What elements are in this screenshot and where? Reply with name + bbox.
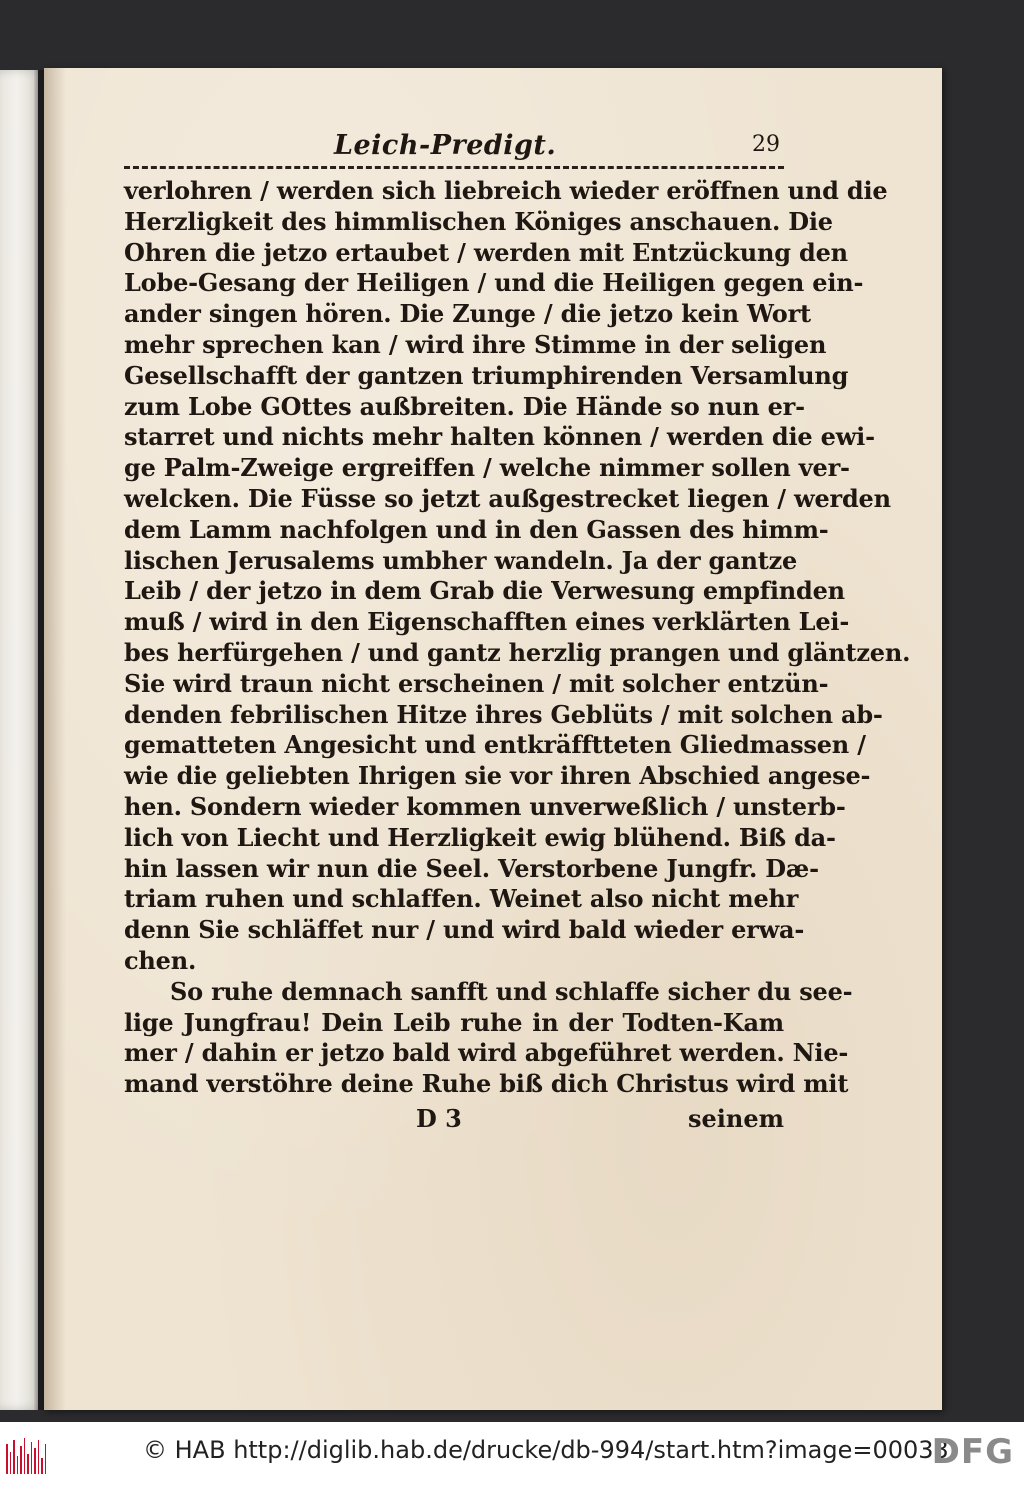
hab-logo-icon [6, 1436, 46, 1474]
text-line: Sie wird traun nicht erscheinen / mit solcher entzün- [124, 668, 829, 698]
logo-bar [34, 1448, 36, 1474]
scanned-page [44, 68, 942, 1410]
viewer-footer [0, 1422, 1024, 1490]
dfg-logo: DFG [931, 1432, 1014, 1472]
text-line: hin lassen wir nun die Seel. Verstorbene Jungfr. Dæ- [124, 853, 819, 883]
text-line: lich von Liecht und Herzligkeit ewig blühend. Biß da- [124, 822, 836, 852]
text-line: triam ruhen und schlaffen. Weinet also nicht mehr [124, 884, 799, 914]
logo-bar [17, 1456, 19, 1474]
text-line: gematteten Angesicht und entkräfftteten Gliedmassen / [124, 730, 866, 760]
logo-bar [31, 1442, 33, 1474]
text-line: hen. Sondern wieder kommen unverweßlich / unsterb- [124, 791, 846, 821]
text-line: denden febrilischen Hitze ihres Geblüts / mit solchen ab- [124, 699, 883, 729]
logo-bar [20, 1446, 22, 1474]
logo-bar [10, 1452, 12, 1474]
text-line: denn Sie schläffet nur / und wird bald wieder erwa- [124, 915, 805, 945]
logo-bar [27, 1454, 29, 1474]
text-line: Lobe-Gesang der Heiligen / und die Heiligen gegen ein- [124, 268, 864, 298]
running-title: Leich-Predigt. [334, 130, 557, 161]
text-line: Gesellschafft der gantzen triumphirenden Versamlung [124, 360, 849, 390]
footer-credit-link[interactable]: © HAB http://diglib.hab.de/drucke/db-994/start.htm?image=00033 [143, 1436, 949, 1464]
catchword: seinem [687, 1103, 784, 1133]
logo-bar [38, 1440, 40, 1474]
text-line: verlohren / werden sich liebreich wieder eröffnen und die [124, 176, 888, 205]
text-line: muß / wird in den Eigenschafften eines verklärten Lei- [124, 607, 850, 637]
logo-bar [13, 1440, 15, 1474]
logo-bar [24, 1438, 26, 1474]
text-line: wie die geliebten Ihrigen sie vor ihren Abschied angese- [124, 761, 871, 791]
logo-bar [41, 1458, 43, 1474]
running-head [124, 130, 784, 168]
text-line: welcken. Die Füsse so jetzt außgestrecket liegen / werden [124, 483, 891, 513]
text-line: starret und nichts mehr halten können / werden die ewi- [124, 422, 875, 452]
text-line: mand verstöhre deine Ruhe biß dich Christus wird mit [124, 1069, 849, 1099]
text-line: bes herfürgehen / und gantz herzlig prangen und gläntzen. [124, 637, 911, 667]
text-line: ander singen hören. Die Zunge / die jetzo kein Wort [124, 299, 811, 329]
signature-mark: D 3 [416, 1103, 462, 1133]
text-line: chen. [124, 945, 197, 975]
text-line: Leib / der jetzo in dem Grab die Verwesung empfinden [124, 576, 845, 606]
text-line: dem Lamm nachfolgen und in den Gassen des himm- [124, 514, 829, 544]
body-text [124, 176, 911, 1100]
text-line: So ruhe demnach sanfft und schlaffe sicher du see- [170, 976, 853, 1006]
logo-bar [6, 1444, 8, 1474]
page-number: 29 [752, 132, 780, 157]
head-rule [124, 166, 784, 169]
text-line: Herzligkeit des himmlischen Königes anschauen. Die [124, 206, 833, 236]
logo-bar [45, 1444, 47, 1474]
text-line: zum Lobe GOttes außbreiten. Die Hände so nun er- [124, 391, 805, 421]
catch-row [124, 1102, 784, 1136]
text-line: Ohren die jetzo ertaubet / werden mit Entzückung den [124, 237, 848, 267]
text-line: mer / dahin er jetzo bald wird abgeführet werden. Nie- [124, 1038, 849, 1068]
text-line: lige Jungfrau! Dein Leib ruhe in der Todten-Kam [124, 1007, 784, 1037]
text-line: lischen Jerusalems umbher wandeln. Ja der gantze [124, 545, 798, 575]
text-block [124, 130, 911, 1136]
text-line: mehr sprechen kan / wird ihre Stimme in der seligen [124, 329, 827, 359]
previous-page-edge [0, 70, 42, 1410]
text-line: ge Palm-Zweige ergreiffen / welche nimmer sollen ver- [124, 453, 850, 483]
